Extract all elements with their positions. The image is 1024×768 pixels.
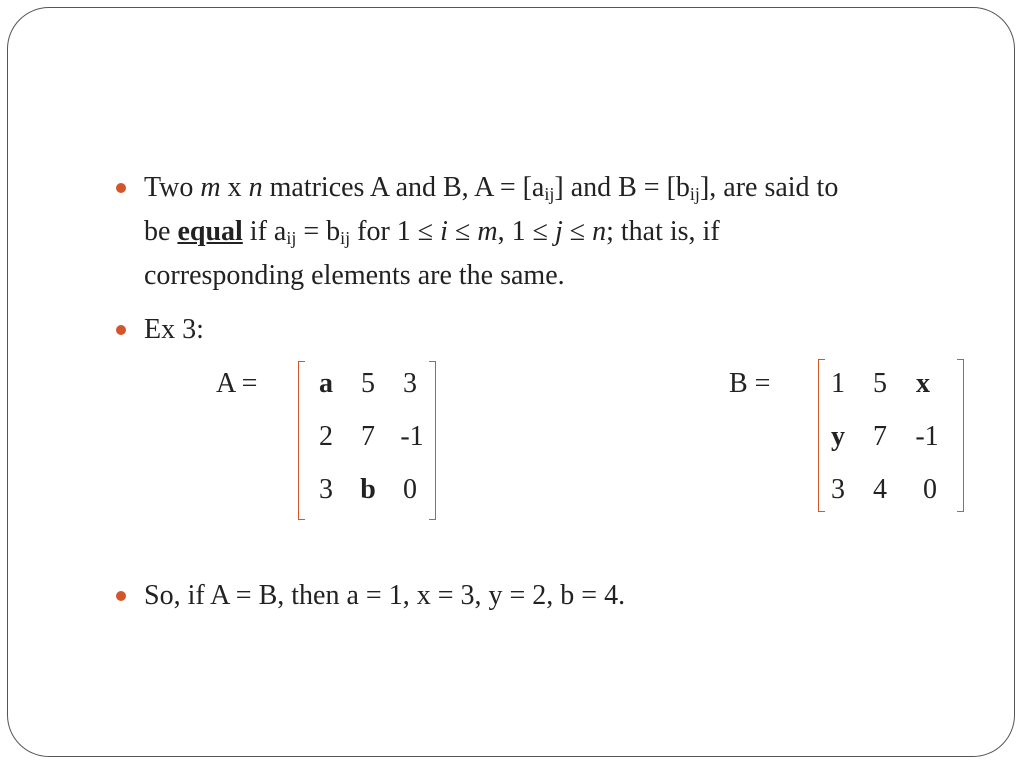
bullet-definition (144, 166, 984, 298)
matrix-b-cell: x (916, 368, 930, 399)
equal-keyword: equal (177, 216, 243, 247)
matrix-b-cell: 3 (831, 474, 845, 505)
bullet-example (144, 308, 204, 352)
matrix-a-cell: b (360, 474, 376, 505)
conclusion-text: So, if A = B, then a = 1, x = 3, y = 2, b = 4. (144, 580, 626, 611)
matrix-a-cell: 0 (403, 474, 417, 505)
matrix-b-cell: y (831, 421, 845, 452)
left-bracket-icon (298, 361, 305, 520)
matrix-b-cell: 5 (873, 368, 887, 399)
matrix-a-cell: 3 (403, 368, 417, 399)
right-bracket-icon (957, 359, 964, 512)
matrix-b-cell: 1 (831, 368, 845, 399)
definition-line-3: corresponding elements are the same. (144, 260, 565, 291)
matrix-a-label: A = (216, 368, 258, 399)
bullet-dot-icon (116, 591, 126, 601)
bullet-dot-icon (116, 183, 126, 193)
matrix-a-cell: 7 (361, 421, 375, 452)
matrix-a (298, 361, 436, 520)
matrix-a-cell: a (319, 368, 333, 399)
bullet-dot-icon (116, 325, 126, 335)
matrix-a-cell: 5 (361, 368, 375, 399)
matrix-a-cell: 3 (319, 474, 333, 505)
definition-line-2: be equal if $a_{ij} = b_{ij}$ for 1 ≤ i ≤ m, 1 ≤ j ≤ n; that is, if (144, 216, 720, 248)
matrix-b-cell: -1 (915, 421, 939, 452)
matrix-b-label: B = (729, 368, 771, 399)
matrix-b-cell: 7 (873, 421, 887, 452)
matrix-b-cell: 0 (923, 474, 937, 505)
matrix-b (818, 359, 964, 512)
bullet-conclusion (144, 574, 625, 618)
matrix-a-cell: 2 (319, 421, 333, 452)
matrix-a-cell: -1 (400, 421, 424, 452)
definition-line-1: Two m x n matrices A and B, $A = [a_{ij}]$ and $B = [b_{ij}]$, are said to (144, 172, 839, 204)
example-label: Ex 3: (144, 314, 204, 345)
matrix-b-cell: 4 (873, 474, 887, 505)
